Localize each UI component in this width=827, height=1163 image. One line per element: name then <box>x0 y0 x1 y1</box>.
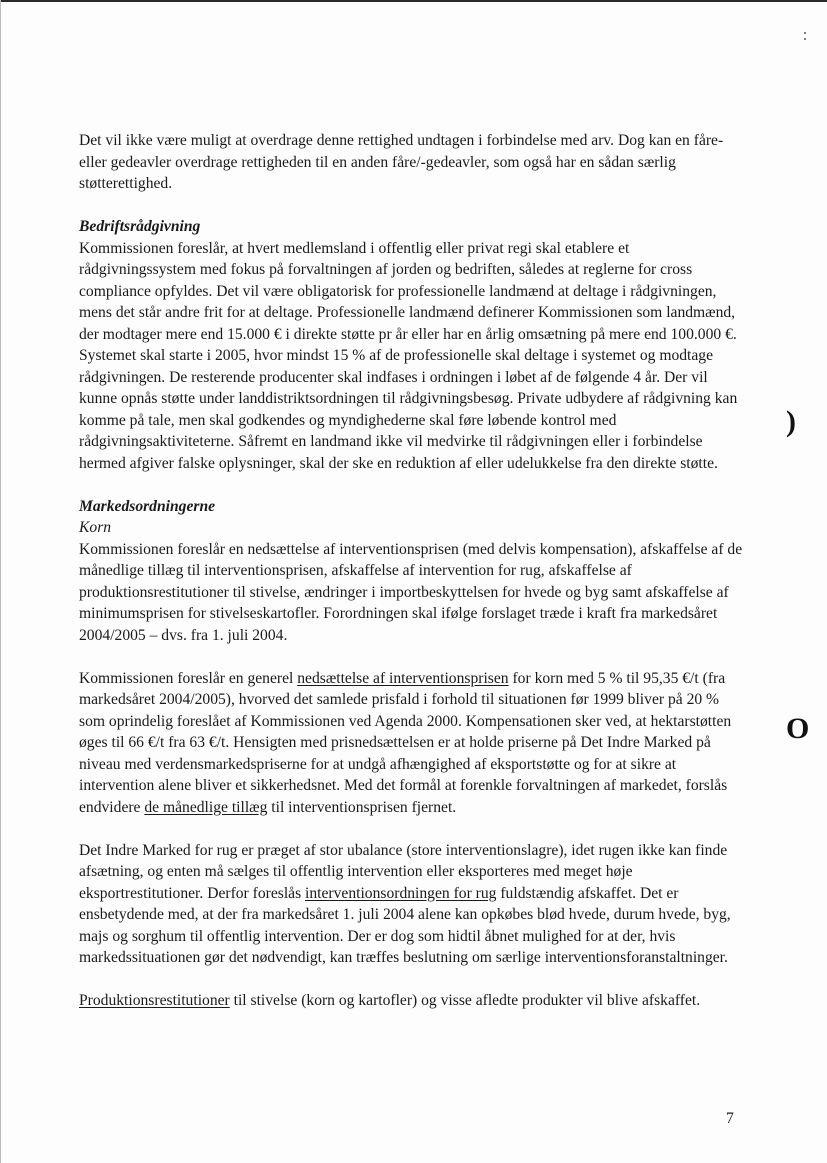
text-span: til stivelse (korn og kartofler) og visse afledte produkter vil blive afskaffet. <box>229 992 701 1009</box>
scan-speck <box>804 38 806 40</box>
margin-bracket-mark: ) <box>786 405 796 438</box>
rug-paragraph <box>79 840 743 969</box>
underlined-term-interventionspris: nedsættelse af interventionsprisen <box>297 669 509 687</box>
section-heading-markedsordningerne: Markedsordningerne <box>79 497 216 515</box>
text-span: Det Indre Marked for rug er præget af stor ubalance (store interventionslagre), idet rugen ikke kan finde afsætning, og enten må sælges til offentlig intervention eller eksporteres med meget høje eksportrestitutioner. Derfor foreslås <box>79 841 728 902</box>
left-border-line <box>0 0 1 1163</box>
korn-intro-paragraph: Kommissionen foreslår en nedsættelse af interventionsprisen (med delvis kompensation), afskaffelse af de månedlige tillæg til interventionsprisen, afskaffelse af intervention for rug, afskaffelse af produktionsrestitutioner til stivelse, ændringer i importbeskyttelsen for hvede og byg samt afskaffelse af minimumsprisen for stivelseskartofler. Forordningen skal ifølge forslaget træde i kraft fra markedsåret 2004/2005 – dvs. fra 1. juli 2004. <box>79 540 743 644</box>
document-body <box>79 130 743 1012</box>
section-heading-bedriftsraadgivning: Bedriftsrådgivning <box>79 218 201 235</box>
interventionspris-paragraph <box>79 668 743 819</box>
underlined-term-interventionsordning-rug: interventionsordningen for rug <box>305 884 497 902</box>
intro-paragraph: Det vil ikke være muligt at overdrage denne rettighed undtagen i forbindelse med arv. Dog kan en fåre- eller gedeavler overdrage rettigheden til en anden fåre/-gedeavler, som også har en sådan særlig støtterettighed. <box>79 132 724 192</box>
produktionsrestitutioner-paragraph <box>79 990 743 1012</box>
text-span: Kommissionen foreslår en generel <box>79 669 298 687</box>
underlined-term-maanedlige-tillaeg: de månedlige tillæg <box>144 798 268 816</box>
page-number: 7 <box>726 1110 734 1127</box>
text-span: til interventionsprisen fjernet. <box>267 798 457 816</box>
top-border-line <box>0 0 827 2</box>
text-span: fuldstændig afskaffet. Det er ensbetydende med, at der fra markedsåret 1. juli 2004 alene kan opkøbes blød hvede, durum hvede, byg, majs og sorghum til offentlig intervention. Der er dog som hidtil åbnet mulighed for at der, hvis markedssituationen gør det nødvendigt, kan træffes beslutning om særlige interventionsforanstaltninger. <box>79 884 731 966</box>
underlined-term-produktionsrestitutioner: Produktionsrestitutioner <box>79 992 230 1009</box>
margin-circle-mark: O <box>786 712 810 745</box>
raadgivning-paragraph: Kommissionen foreslår, at hvert medlemsland i offentlig eller privat regi skal etablere et rådgivningssystem med fokus på forvaltningen af jorden og bedriften, således at reglerne for cross compliance opfyldes. Det vil være obligatorisk for professionelle landmænd at deltage i rådgivningen, mens det står andre frit for at deltage. Professionelle landmænd definerer Kommissionen som landmænd, der modtager mere end 15.000 € i direkte støtte pr år eller har en årlig omsætning på mere end 100.000 €. Systemet skal starte i 2005, hvor mindst 15 % af de professionelle skal deltage i systemet og modtage rådgivningen. De resterende producenter skal indfases i ordningen i løbet af de følgende 4 år. Der vil kunne opnås støtte under landdistriktsordningen til rådgivningsbesøg. Private udbydere af rådgivning kan komme på tale, men skal godkendes og myndighederne skal føre løbende kontrol med rådgivningsaktiviteterne. Såfremt en landmand ikke vil medvirke til rådgivningen eller i forbindelse hermed afgiver falske oplysninger, skal der ske en reduktion af eller udelukkelse fra den direkte støtte. <box>79 239 738 472</box>
text-span: for korn med 5 % til 95,35 €/t (fra markedsåret 2004/2005), hvorved det samlede prisfald i forhold til situationen før 1999 bliver på 20 % som oprindelig foreslået af Kommissionen ved Agenda 2000. Kompensationen sker ved, at hektarstøtten øges til 66 €/t fra 63 €/t. Hensigten med prisnedsættelsen er at holde priserne på Det Indre Marked på niveau med verdensmarkedspriserne for at undgå afhængighed af eksportstøtte og for at sikre at intervention alene bliver et sikkerhedsnet. Med det formål at forenkle forvaltningen af markedet, forslås endvidere <box>79 669 732 816</box>
subheading-korn: Korn <box>79 519 112 536</box>
scan-speck <box>804 32 806 34</box>
